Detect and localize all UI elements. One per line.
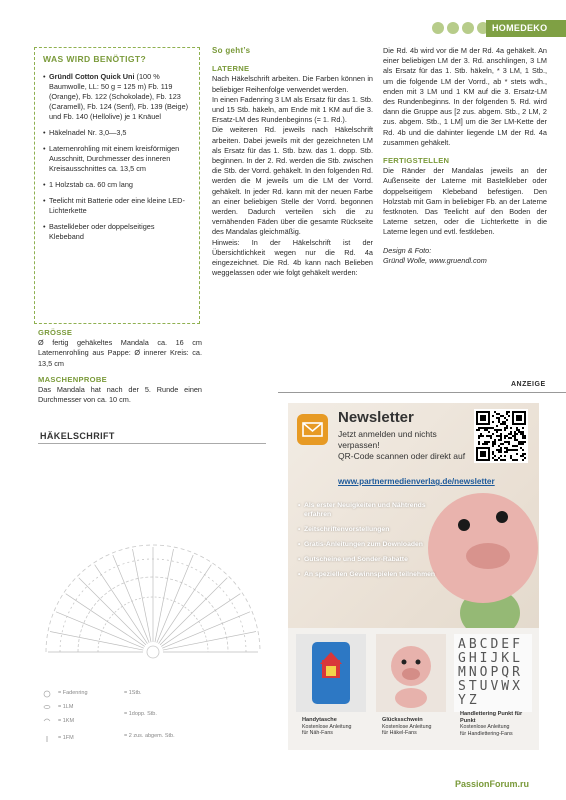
lettering-sample: ABCDEFGHIJKLMNOPQRSTUVWXYZ (458, 637, 523, 708)
instructions-paragraph: In einen Fadenring 3 LM als Ersatz für das 1. Stb. und 15 Stb. häkeln, am Ende mit 1 KM auf die 3. Ersatz-LM des Rundenbeginns (= 1. Rd.). (212, 94, 373, 125)
gauge-text: Das Mandala hat nach der 5. Runde einen Durchmesser von ca. 10 cm. (38, 385, 202, 405)
divider (278, 392, 566, 393)
benefit-item: • Gratis-Anleitungen zum Downloaden (298, 540, 438, 549)
qr-code[interactable] (474, 409, 528, 463)
materials-item: • Laternenrohling mit einem kreisförmigen Ausschnitt, Durchmesser des inneren Kreisausschnittes ca. 13,5 cm (43, 144, 191, 174)
ad-benefits (298, 501, 438, 585)
thumb-caption: Handlettering Punkt für Punkt Kostenlose Anleitung für Handlettering-Fans (460, 711, 523, 737)
legend-item: = 1Stb. (124, 690, 142, 696)
divider (38, 443, 266, 444)
legend-symbols (40, 690, 56, 750)
legend-item: = 1FM (58, 735, 74, 741)
thumb-caption: Handytasche Kostenlose Anleitung für Näh-Fans (302, 717, 352, 737)
howto-title: So geht’s (212, 46, 251, 55)
chart-spoke (159, 565, 212, 644)
chart-title: HÄKELSCHRIFT (40, 431, 115, 441)
lantern-title: LATERNE (212, 64, 250, 74)
benefit-item: • Als erster Neuigkeiten und Nähtrends erfahren (298, 501, 438, 519)
materials-item: • Teelicht mit Batterie oder eine kleine LED-Lichterkette (43, 196, 191, 216)
thumb-handlettering[interactable] (454, 634, 532, 712)
chart-spoke (50, 632, 143, 651)
section-label: HOMEDEKO (486, 20, 566, 37)
instructions-paragraph: Die weiteren Rd. jeweils nach Häkelschrift arbeiten. Dabei jeweils mit der gezeichneten LM als Ersatz für das 1. Stb. bzw. das 1. dopp. Stb. beginnen. In der 2. Rd. werden die Stb. zwischen die Stb. der Vorrd. gehäkelt. In den folgenden Rd. werden die M jeweils um die LM der Vorrd. gehäkelt. In jeder Rd. kann mit der neuen Farbe an einer beliebigen Stelle der Vorrd. begonnen werden. Dadurch verteilen sich die zu vernähenden Fäden über die gesamte Rückseite des Mandalas gleichmäßig. (212, 125, 373, 237)
pig-eye (496, 511, 508, 523)
size-title: GRÖSSE (38, 328, 73, 337)
materials-item: • 1 Holzstab ca. 60 cm lang (43, 180, 191, 190)
header-dot (447, 22, 459, 34)
size-section (38, 328, 202, 405)
materials-item: • Bastelkleber oder doppelseitiges Klebeband (43, 222, 191, 242)
materials-title: WAS WIRD BENÖTIGT? (43, 54, 147, 64)
chart-spoke (66, 594, 145, 647)
materials-list (43, 72, 191, 242)
newsletter-ad[interactable] (288, 403, 539, 750)
mail-icon (297, 414, 328, 445)
thumb-handytasche[interactable] (296, 634, 366, 712)
legend-item: = 1KM (58, 718, 75, 724)
benefit-item: • Gutscheine und Sonder-Rabatte (298, 555, 438, 564)
thumb-caption: Glücksschwein Kostenlose Anleitung für Häkel-Fans (382, 717, 432, 737)
legend-item: = 1dopp. Stb. (124, 711, 157, 717)
gauge-title: MASCHENPROBE (38, 374, 107, 384)
chart-spoke (133, 549, 152, 642)
instructions-paragraph: Hinweis: In der Häkelschrift ist der Übersichtlichkeit wegen nur die Rd. 4a eingezeichnet. Die Rd. 4b kann nach Belieben weggelassen oder wie folgt gehäkelt werden: (212, 237, 373, 278)
chart-spoke (155, 549, 174, 642)
ad-label: ANZEIGE (511, 381, 546, 388)
thumb-gluecksschwein[interactable] (376, 634, 446, 712)
chart-spoke (95, 565, 148, 644)
credit-text: Gründl Wolle, www.gruendl.com (383, 255, 487, 265)
pig-eye (458, 519, 470, 531)
instructions-paragraph: Die Rd. 4b wird vor die M der Rd. 4a gehäkelt. An einer beliebigen LM der 3. Rd. anschlingen, 3 LM als Ersatz für das 1. Stb. häkeln, * 3 LM, 1 Stb., um die folgende LM der Vorrd., ab * stets wdh., enden mit 3 LM und 1 KM auf die 3. Ersatz-LM des Rundenbeginns. In der folgenden 5. Rd. wird dann die Gruppe aus [2 zus. abgem. Stb., 2 LM, 2 zus. abgem. Stb., 1 LM] um die 3er LM-Kette der Rd. 4b und die dahinter liegende LM der Rd. 4a zusammen gehäkelt. (383, 46, 547, 147)
size-text: Ø fertig gehäkeltes Mandala ca. 16 cm Laternenrohling aus Pappe: Ø innerer Kreis: ca. 13,5 cm (38, 338, 202, 368)
materials-box (34, 47, 200, 324)
instructions-column-3 (383, 46, 547, 266)
instructions-column (212, 46, 373, 278)
benefit-item: • An speziellen Gewinnspielen teilnehmen (298, 570, 438, 579)
watermark: PassionForum.ru (455, 779, 530, 789)
materials-item: • Häkelnadel Nr. 3,0—3,5 (43, 128, 191, 138)
credit-label: Design & Foto: (383, 245, 432, 255)
newsletter-link[interactable]: www.partnermedienverlag.de/newsletter (338, 477, 495, 486)
header-dot (432, 22, 444, 34)
ad-title: Newsletter (338, 409, 414, 426)
crochet-chart (38, 452, 268, 662)
finishing-title: FERTIGSTELLEN (383, 156, 450, 166)
legend-item: = 1LM (58, 704, 74, 710)
instructions-paragraph: Nach Häkelschrift arbeiten. Die Farben können in beliebiger Reihenfolge verwendet werden. (212, 74, 373, 94)
ad-subtitle: Jetzt anmelden und nichts verpassen! QR-Code scannen oder direkt auf (338, 429, 466, 461)
header-dots (432, 22, 489, 34)
legend-item: = Fadenring (58, 690, 88, 696)
chart-spoke (163, 632, 256, 651)
materials-item: • Gründl Cotton Quick Uni (100 % Baumwolle, LL: 50 g = 125 m) Fb. 119 (Orange), Fb. 122 (Schokolade), Fb. 123 (Caramell), Fb. 124 (Senf), Fb. 139 (Beige) und Fb. 140 (Hellolive) je 1 Knäuel (43, 72, 191, 122)
header-dot (462, 22, 474, 34)
pig-snout (466, 543, 510, 569)
legend-item: = 2 zus. abgem. Stb. (124, 733, 175, 739)
chart-spoke (161, 594, 240, 647)
benefit-item: • Zeitschriftenvorstellungen (298, 525, 438, 534)
instructions-paragraph: Die Ränder der Mandalas jeweils an der Außenseite der Laterne mit Bastelkleber oder doppelseitigem Klebeband befestigen. Den Holzstab mit Garn in beliebiger Fb. an der Laterne festknoten. Das Teelicht auf den Boden der Laterne setzen, oder die Lichterkette in die Laterne legen und evtl. festkleben. (383, 166, 547, 237)
